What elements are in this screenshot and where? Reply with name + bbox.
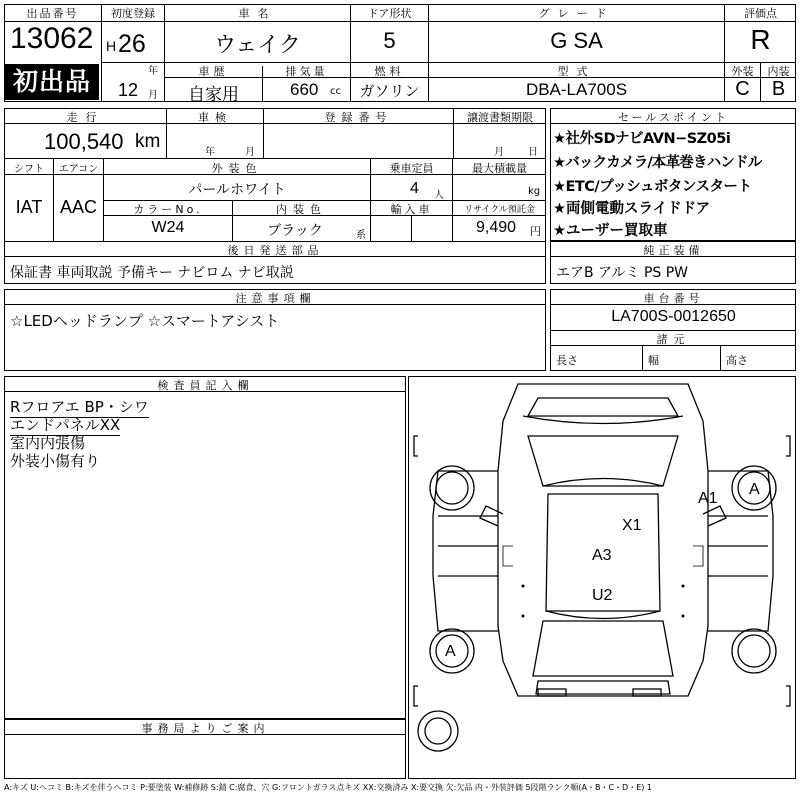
- first-reg-label: 初度登録: [111, 7, 155, 20]
- notes-value: ☆LEDヘッドランプ ☆スマートアシスト: [10, 312, 280, 330]
- recycle-value: 9,490: [476, 219, 517, 236]
- damage-mark-u2: U2: [592, 587, 613, 604]
- ext-color-label: 外装色: [211, 162, 263, 175]
- car-diagram: [408, 376, 796, 779]
- lot-number: 13062: [10, 22, 94, 55]
- transfer-label: 譲渡書類期限: [467, 111, 533, 124]
- inspection-year-unit: 年: [205, 147, 215, 158]
- damage-mark-a1: A1: [698, 490, 718, 507]
- history-value: 自家用: [188, 85, 239, 105]
- displacement-unit: cc: [330, 86, 341, 97]
- grade-value: G SA: [550, 28, 603, 53]
- era-prefix: H: [106, 38, 117, 54]
- color-no-label: カラーNo.: [133, 203, 203, 216]
- fuel-label: 燃料: [374, 65, 405, 78]
- mileage-label: 走行: [66, 111, 105, 124]
- int-color-label: 内装色: [276, 203, 327, 216]
- equipment-label: 純正装備: [643, 244, 704, 257]
- interior-score: B: [771, 78, 786, 100]
- width-label: 幅: [648, 354, 659, 367]
- later-parts-value: 保証書 車両取説 予備キー ナビロム ナビ取説: [10, 265, 294, 281]
- displacement-value: 660: [290, 80, 319, 99]
- car-name-label: 車名: [238, 7, 277, 20]
- shift-label: シフト: [14, 164, 44, 175]
- first-listing-badge: 初出品: [5, 64, 99, 100]
- max-load-label: 最大積載量: [472, 162, 527, 175]
- lot-number-label: 出品番号: [26, 7, 79, 20]
- mileage-unit: km: [135, 131, 161, 152]
- inspector-line: 室内内張傷: [10, 434, 86, 452]
- month-unit: 月: [148, 90, 158, 101]
- damage-mark-wheel-fr: A: [749, 481, 760, 498]
- history-label: 車歴: [198, 65, 229, 78]
- inspector-label: 検査員記入欄: [157, 379, 254, 392]
- first-reg-month: 12: [118, 80, 139, 100]
- height-label: 高さ: [726, 354, 748, 367]
- score-label: 評価点: [744, 7, 777, 20]
- ext-color-value: パールホワイト: [188, 182, 286, 198]
- inspection-month-unit: 月: [245, 147, 255, 158]
- chassis-label: 車台番号: [643, 292, 704, 305]
- sales-point-item: ★ETC/プッシュボタンスタート: [553, 179, 752, 195]
- inspection-label: 車検: [198, 111, 232, 124]
- equipment-value: エアB アルミ PS PW: [556, 265, 689, 281]
- doors-value: 5: [383, 28, 396, 53]
- exterior-score: C: [735, 78, 750, 100]
- capacity-label: 乗車定員: [389, 162, 434, 175]
- sales-point-item: ★バックカメラ/本革巻きハンドル: [553, 155, 762, 171]
- chassis-value: LA700S-0012650: [611, 308, 736, 325]
- notes-label: 注意事項欄: [235, 292, 316, 305]
- grade-label: グレード: [538, 7, 615, 20]
- interior-score-label: 内装: [767, 65, 790, 78]
- damage-mark-wheel-rl: A: [445, 643, 456, 660]
- length-label: 長さ: [556, 354, 578, 367]
- transfer-day-unit: 日: [528, 147, 538, 158]
- model-label: 型式: [557, 65, 596, 78]
- capacity-unit: 人: [434, 190, 444, 201]
- import-label: 輸入車: [390, 203, 433, 216]
- recycle-label: リサイクル預託金: [464, 205, 535, 215]
- exterior-score-label: 外装: [731, 65, 754, 78]
- int-color-suffix: 系: [356, 230, 366, 241]
- max-load-unit: kg: [528, 186, 541, 197]
- ac-value: AAC: [59, 197, 97, 217]
- doors-label: ドア形状: [367, 7, 412, 20]
- transfer-month-unit: 月: [494, 147, 504, 158]
- inspector-line: 外装小傷有り: [10, 452, 101, 470]
- sales-point-item: ★ユーザー買取車: [553, 223, 668, 239]
- dims-label: 諸元: [656, 333, 691, 346]
- office-label: 事務局よりご案内: [141, 722, 270, 735]
- sales-points-label: セールスポイント: [617, 111, 729, 124]
- reg-no-label: 登録番号: [324, 111, 393, 124]
- model-value: DBA-LA700S: [525, 80, 628, 99]
- sales-point-item: ★社外SDナビAVN−SZ05i: [553, 131, 731, 147]
- damage-mark-a3: A3: [592, 547, 612, 564]
- capacity-value: 4: [410, 180, 419, 197]
- ac-label: エアコン: [58, 164, 99, 175]
- year-unit: 年: [148, 66, 158, 77]
- inspector-line: エンドパネルXX: [10, 416, 121, 434]
- shift-value: IAT: [15, 197, 43, 217]
- color-no-value: W24: [151, 219, 185, 236]
- inspector-line: Rフロアエ BP・シワ: [10, 398, 149, 416]
- int-color-value: ブラック: [267, 223, 323, 239]
- first-reg-year: 26: [118, 30, 146, 58]
- later-parts-label: 後日発送部品: [227, 244, 324, 257]
- score-value: R: [750, 24, 771, 55]
- mileage-value: 100,540: [44, 129, 124, 154]
- sales-point-item: ★両側電動スライドドア: [553, 201, 711, 217]
- fuel-value: ガソリン: [359, 82, 420, 100]
- legend-footer: A:キズ U:ヘコミ B:キズを伴うヘコミ P:要塗装 W:補修跡 S:錆 C:腐食、穴 G:フロントガラス点キズ XX:交換済み X:要交換 欠:欠品 内・外装評価 5段階ランク順(A・B・C・D・E) 1: [4, 783, 653, 792]
- damage-mark-x1: X1: [622, 517, 642, 534]
- car-name: ウェイク: [214, 33, 301, 58]
- recycle-unit: 円: [530, 225, 541, 238]
- displacement-label: 排気量: [285, 65, 328, 78]
